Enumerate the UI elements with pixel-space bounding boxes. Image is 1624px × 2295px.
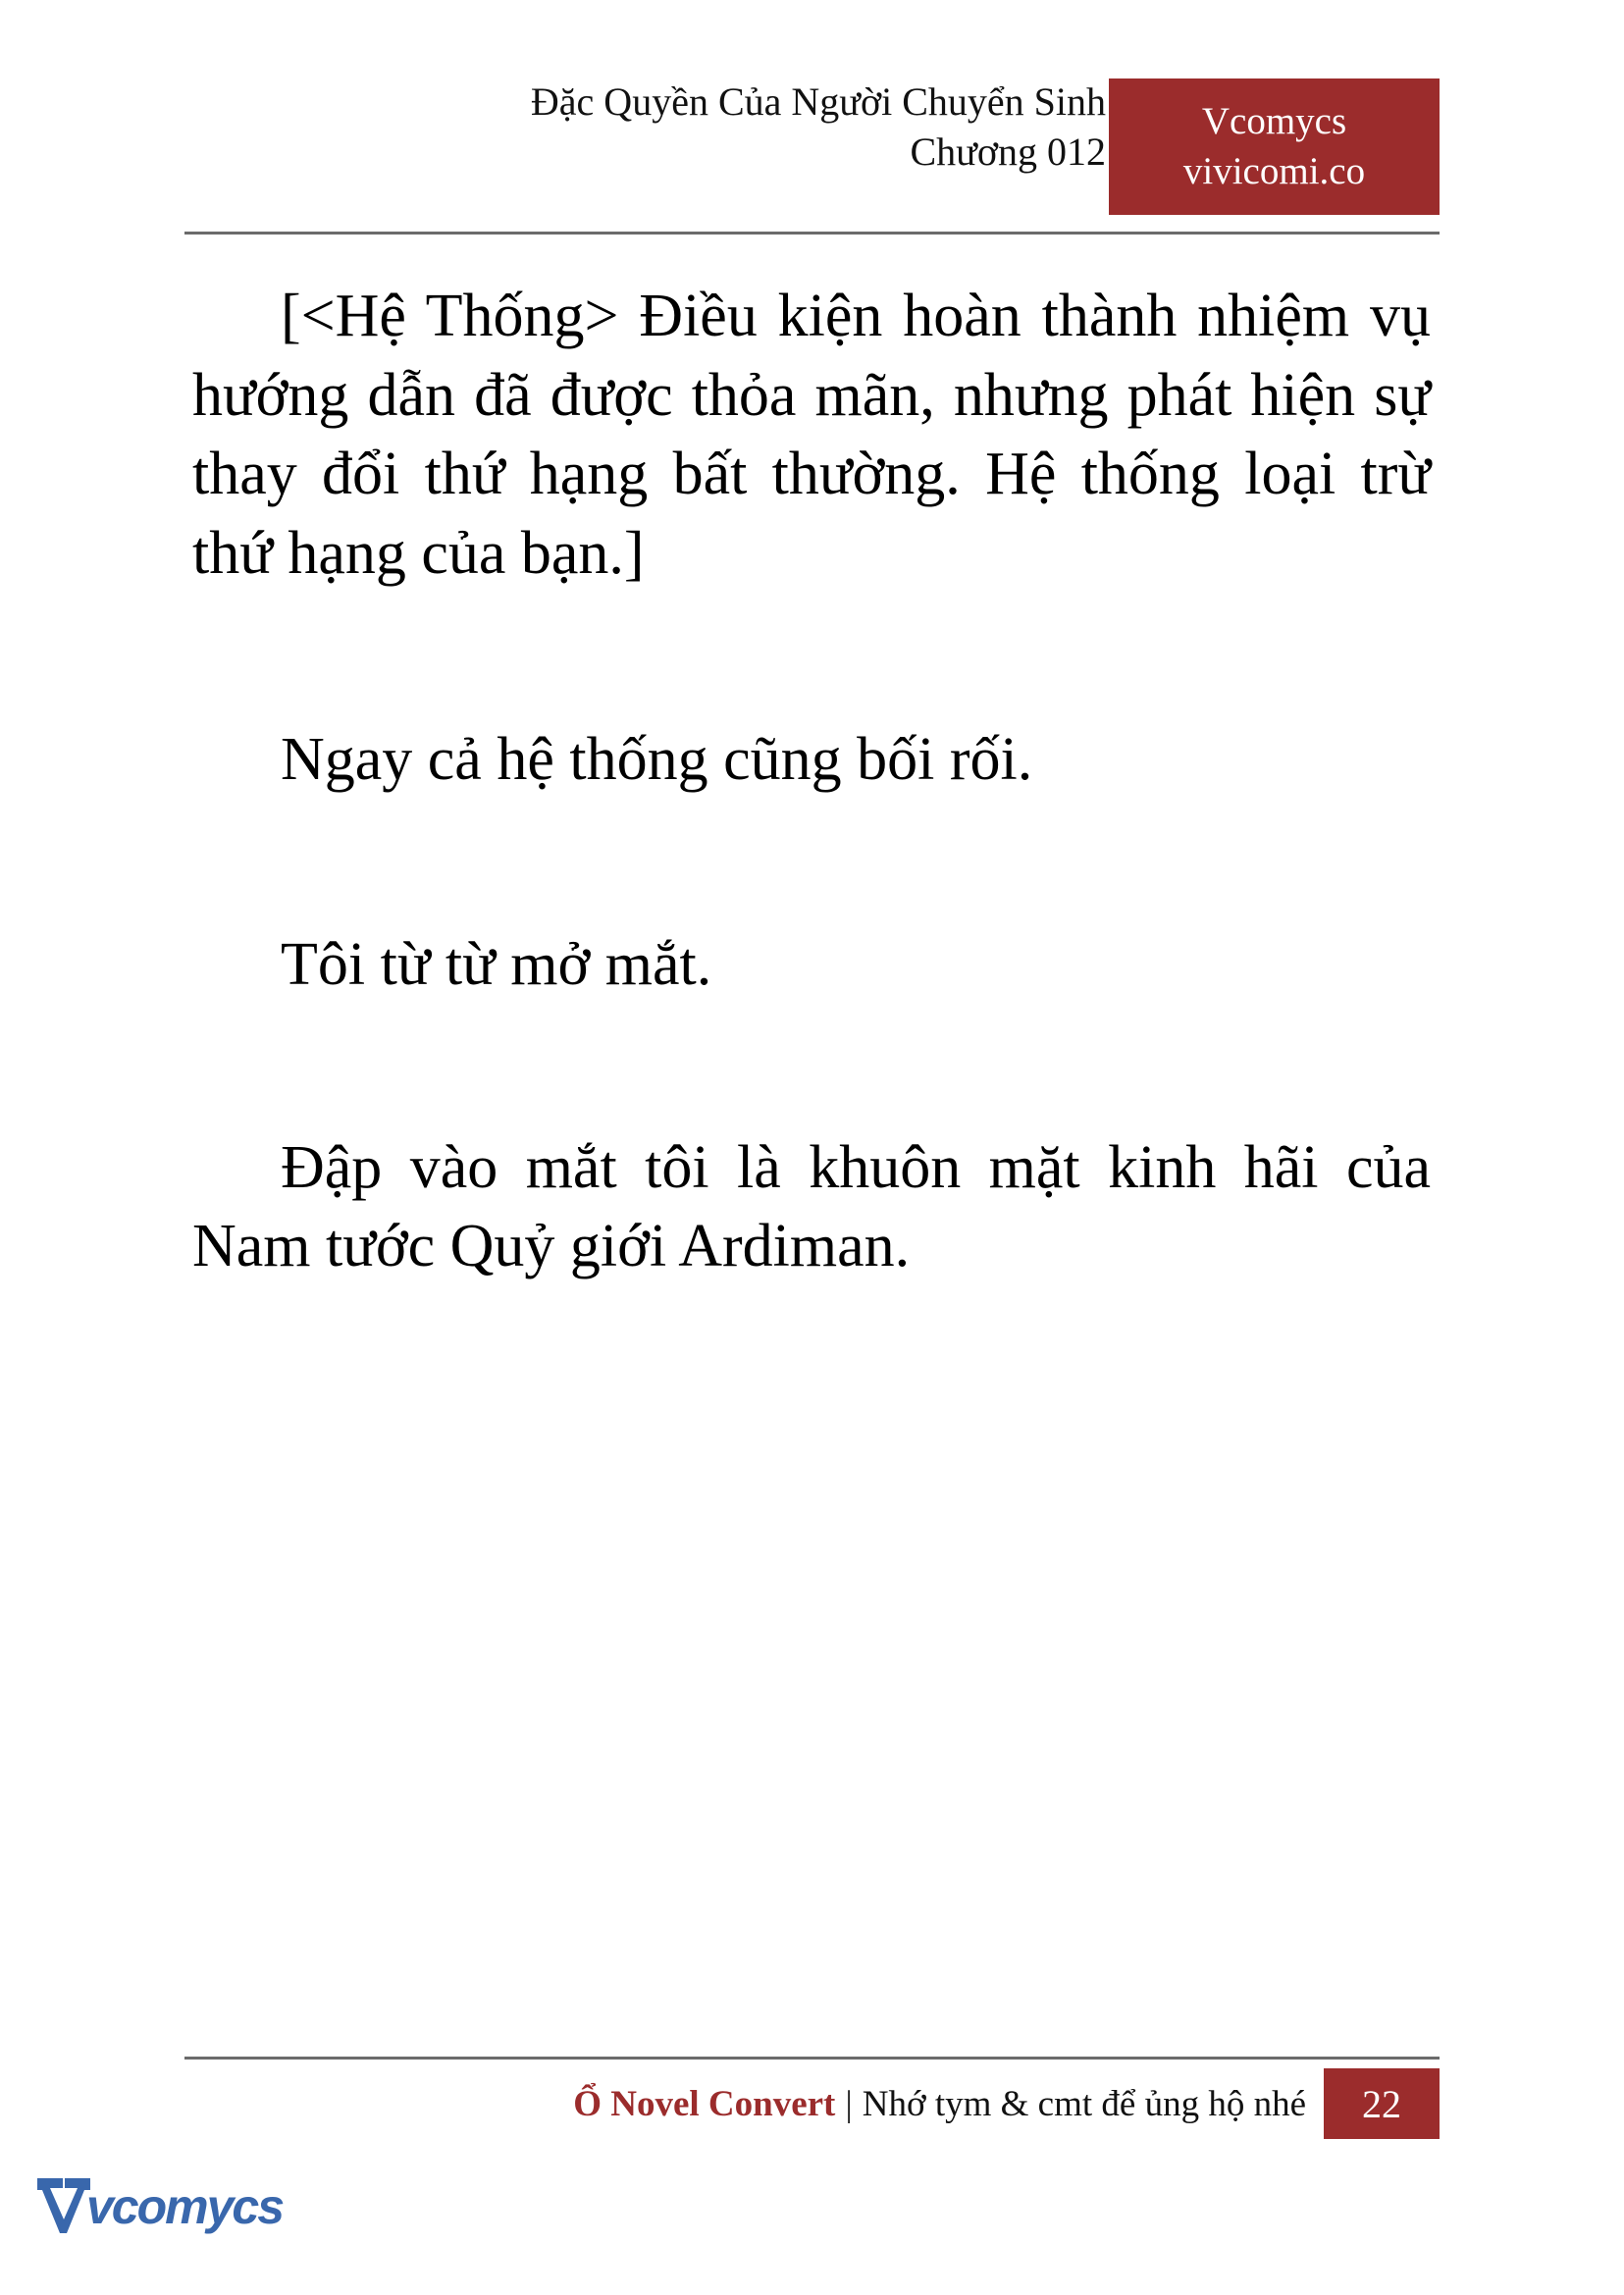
paragraph-1: [<Hệ Thống> Điều kiện hoàn thành nhiệm vụ hướng dẫn đã được thỏa mãn, nhưng phát hiện sự thay đổi thứ hạng bất thường. Hệ thống loại trừ thứ hạng của bạn.] xyxy=(192,283,1431,587)
paragraph-gap xyxy=(192,593,1431,720)
paragraph-gap xyxy=(192,800,1431,925)
footer-text xyxy=(573,2068,1324,2139)
footer-note: Nhớ tym & cmt để ủng hộ nhé xyxy=(862,2083,1306,2124)
header-title-block xyxy=(531,77,1106,177)
footer-brand: Ổ Novel Convert xyxy=(573,2083,836,2124)
footer-divider xyxy=(184,2057,1440,2060)
watermark-text: vcomycs xyxy=(86,2179,284,2234)
paragraph-2: Ngay cả hệ thống cũng bối rối. xyxy=(281,726,1033,794)
paragraph-3: Tôi từ từ mở mắt. xyxy=(281,930,712,998)
header-divider xyxy=(184,232,1440,235)
paragraph-gap xyxy=(192,1005,1431,1128)
site-badge xyxy=(1109,78,1440,215)
footer-separator: | xyxy=(845,2083,853,2124)
site-badge-brand: Vcomycs xyxy=(1201,99,1347,142)
chapter-title: Chương 012 xyxy=(910,130,1106,175)
watermark-logo xyxy=(33,2172,288,2267)
vcomycs-logo-icon xyxy=(33,2172,94,2245)
page-content xyxy=(192,277,1431,1286)
page-header xyxy=(184,77,1440,230)
footer-inner xyxy=(573,2068,1440,2139)
site-badge-url: vivicomi.co xyxy=(1182,149,1366,192)
page-number: 22 xyxy=(1324,2068,1440,2139)
novel-title: Đặc Quyền Của Người Chuyển Sinh xyxy=(530,79,1106,124)
page-footer xyxy=(184,2068,1440,2147)
paragraph-4: Đập vào mắt tôi là khuôn mặt kinh hãi của Nam tước Quỷ giới Ardiman. xyxy=(192,1133,1431,1280)
